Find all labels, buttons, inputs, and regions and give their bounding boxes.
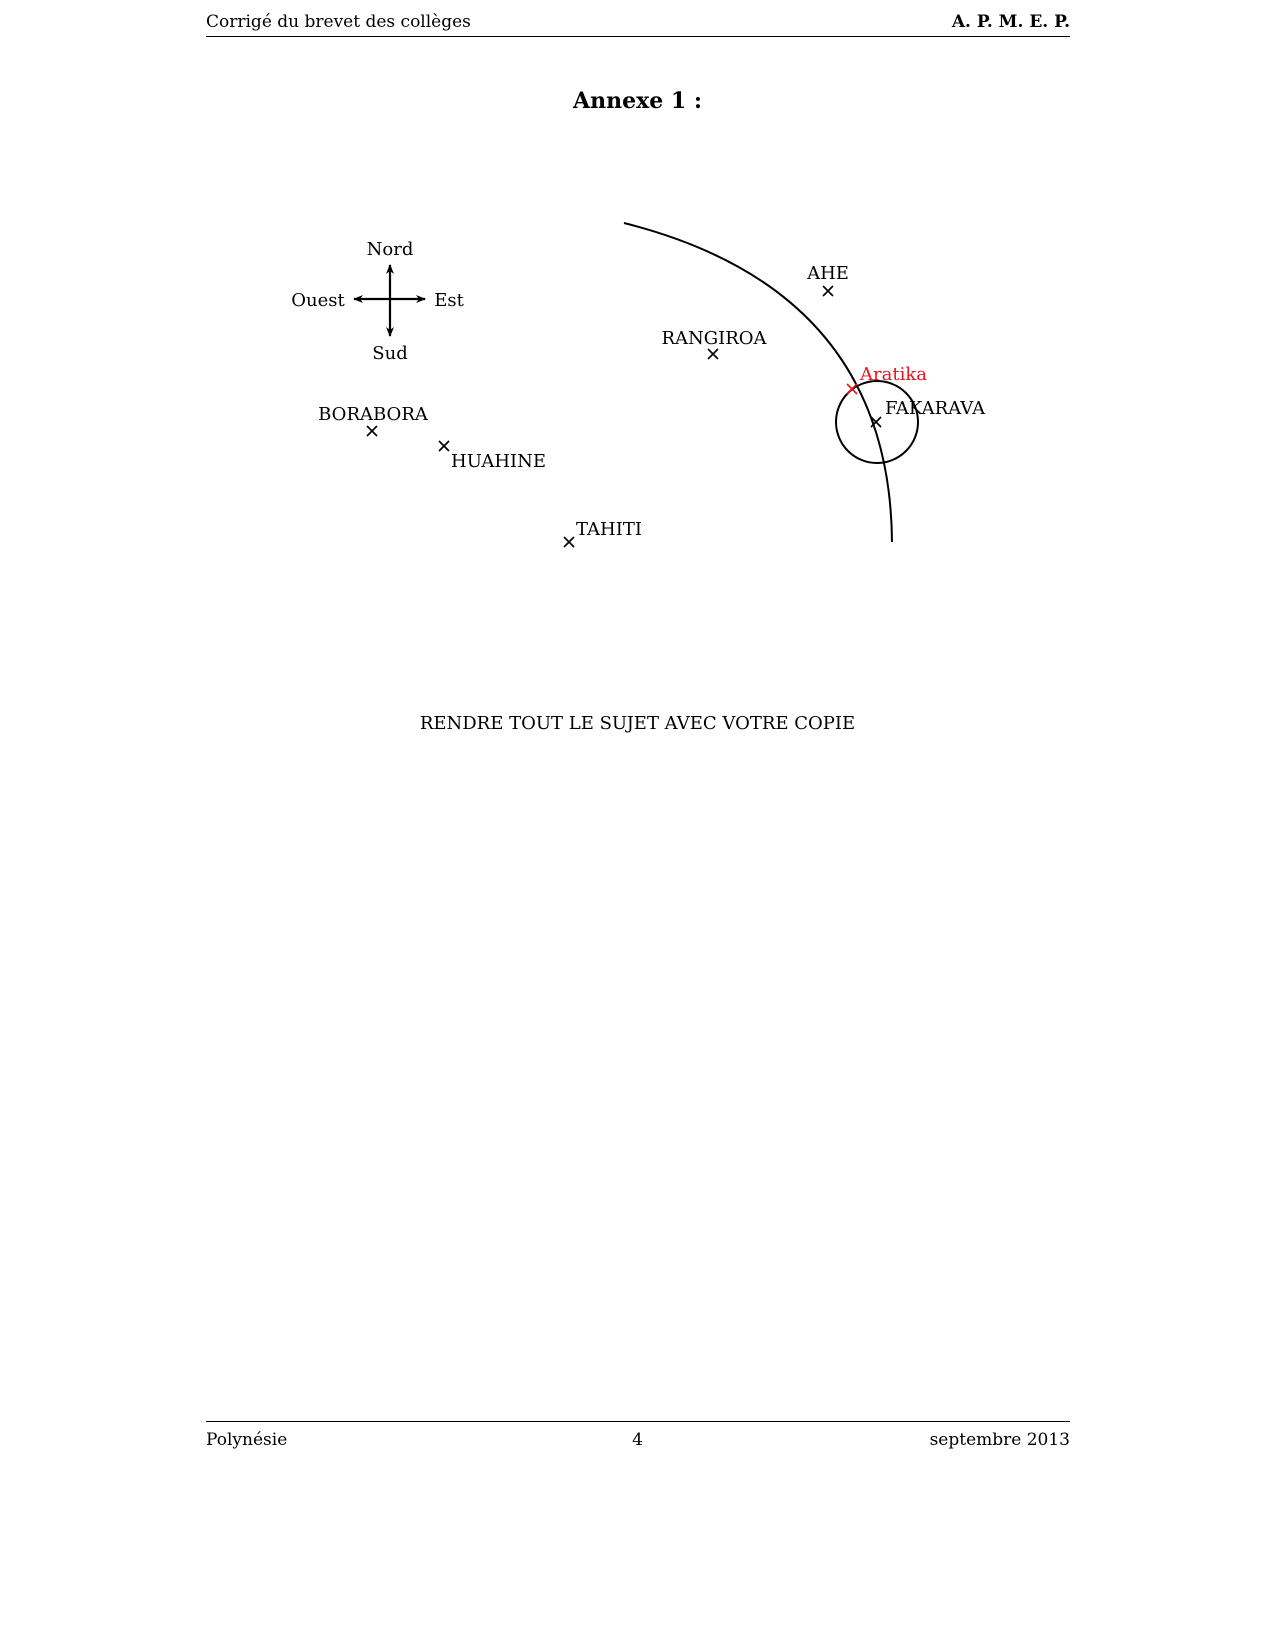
compass-rose xyxy=(291,239,464,364)
annex-title: Annexe 1 : xyxy=(573,88,702,114)
compass-south-label: Sud xyxy=(372,343,408,364)
compass-north-label: Nord xyxy=(366,239,414,260)
compass-east-label: Est xyxy=(434,290,464,311)
borabora-marker xyxy=(367,426,377,436)
rangiroa-label: RANGIROA xyxy=(661,328,767,349)
ahe-marker xyxy=(823,286,833,296)
aratika-label: Aratika xyxy=(860,364,927,385)
compass-west-label: Ouest xyxy=(291,290,345,311)
huahine-label: HUAHINE xyxy=(451,451,547,472)
huahine-marker xyxy=(439,441,449,451)
footer-right: septembre 2013 xyxy=(929,1430,1070,1450)
header-right-title: A. P. M. E. P. xyxy=(951,12,1070,32)
borabora-label: BORABORA xyxy=(318,404,428,425)
header-left-title: Corrigé du brevet des collèges xyxy=(206,12,471,32)
tahiti-marker xyxy=(564,537,574,547)
rangiroa-marker xyxy=(708,349,718,359)
distance-arc xyxy=(624,223,892,542)
tahiti-label: TAHITI xyxy=(576,519,642,540)
fakarava-label: FAKARAVA xyxy=(885,398,986,419)
footer-left: Polynésie xyxy=(206,1430,288,1450)
instruction-text: RENDRE TOUT LE SUJET AVEC VOTRE COPIE xyxy=(419,713,856,734)
footer-rule xyxy=(206,1421,1070,1422)
ahe-label: AHE xyxy=(807,263,849,284)
aratika-marker xyxy=(847,384,857,394)
page-number: 4 xyxy=(632,1430,643,1450)
